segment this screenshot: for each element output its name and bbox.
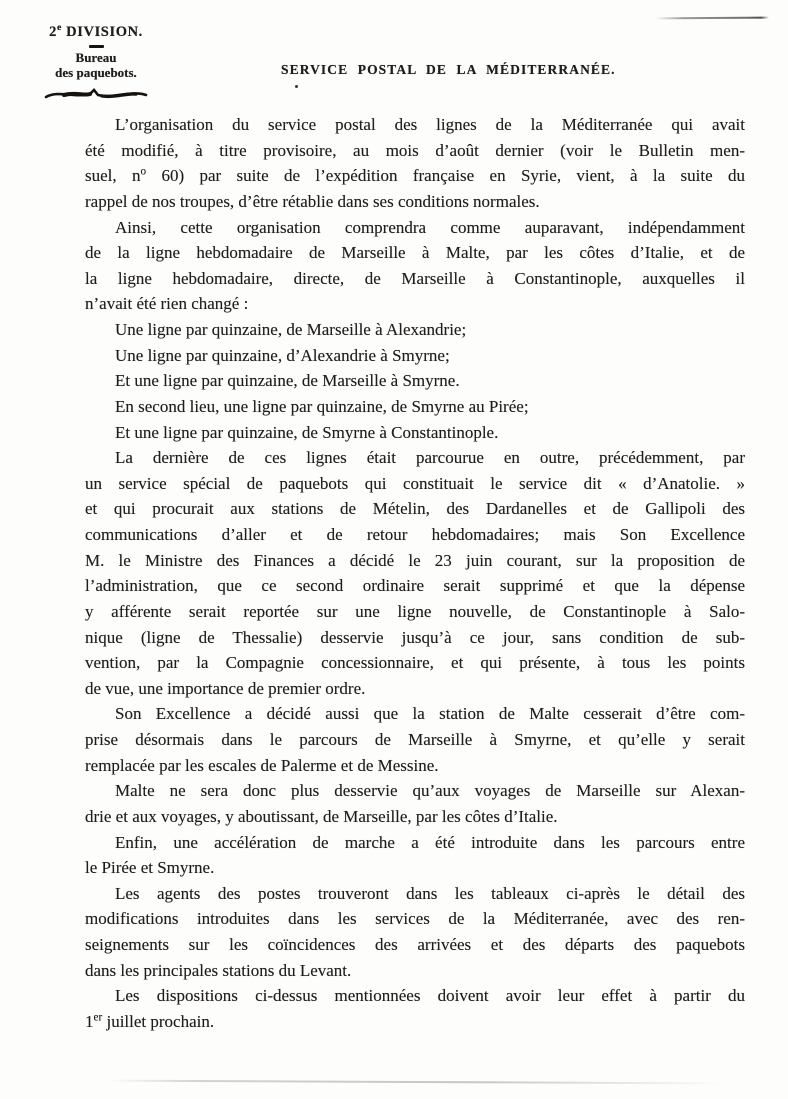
text-line: communications d’aller et de retour hebdomadaires; mais Son Excellence (85, 525, 745, 544)
text-line: Les agents des postes trouveront dans les tableaux ci-après le détail des (115, 883, 745, 903)
text-line: remplacée par les escales de Palerme et de Messine. (85, 755, 439, 775)
text-line: l’administration, que ce second ordinaire serait supprimé et que la dépense (85, 576, 745, 596)
paragraph (85, 830, 745, 881)
paragraph (85, 394, 745, 420)
decorative-flourish-icon (44, 86, 148, 104)
division-word: DIVISION. (61, 24, 143, 40)
paragraph (85, 701, 745, 778)
divider-dash (89, 45, 104, 48)
text-line: vention, par la Compagnie concessionnaire, et qui présente, à tous les points (85, 653, 745, 673)
paragraph (85, 317, 745, 343)
text-line: Une ligne par quinzaine, de Marseille à Alexandrie; (115, 320, 467, 339)
text-line: nique (ligne de Thessalie) desservie jusqu’à ce jour, sans condition de sub- (85, 627, 745, 647)
text-line: rappel de nos troupes, d’être rétablie dans ses conditions normales. (85, 191, 540, 211)
paragraph (85, 778, 745, 829)
text-line: été modifié, à titre provisoire, au mois d’août dernier (voir le Bulletin men- (85, 140, 745, 160)
division-label (40, 24, 152, 41)
paragraph (85, 445, 745, 701)
text-line: Son Excellence a décidé aussi que la station de Malte cesserait d’être com- (115, 704, 745, 724)
text-line: de vue, une importance de premier ordre. (85, 678, 366, 698)
text-line: prise désormais dans le parcours de Marseille à Smyrne, et qu’elle y serait (85, 730, 745, 749)
text-line: y afférente serait reportée sur une ligne nouvelle, de Constantinople à Salo- (85, 601, 745, 621)
page-title: SERVICE POSTAL DE LA MÉDITERRANÉE. (281, 62, 616, 77)
paragraph (85, 881, 745, 984)
text-line: Malte ne sera donc plus desservie qu’aux voyages de Marseille sur Alexan- (115, 781, 745, 801)
text-line: 1er juillet prochain. (85, 1011, 215, 1031)
paragraph (85, 343, 745, 369)
text-line: M. le Ministre des Finances a décidé le 23 juin courant, sur la proposition de (85, 550, 745, 570)
admin-header-block (40, 24, 152, 109)
paragraph (85, 215, 745, 318)
paragraph (85, 420, 745, 446)
ink-speck (295, 85, 298, 88)
text-line: n’avait été rien changé : (85, 294, 249, 314)
text-line: Enfin, une accélération de marche a été introduite dans les parcours entre (115, 832, 745, 852)
text-line: En second lieu, une ligne par quinzaine, de Smyrne au Pirée; (115, 396, 529, 416)
text-line: Ainsi, cette organisation comprendra comme auparavant, indépendamment (115, 217, 745, 237)
bureau-label-line2: des paquebots. (55, 64, 137, 80)
text-line: L’organisation du service postal des lignes de la Méditerranée qui avait (115, 115, 745, 134)
text-line: Et une ligne par quinzaine, de Marseille à Smyrne. (115, 371, 460, 391)
text-line: seignements sur les coïncidences des arrivées et des départs des paquebots (85, 935, 745, 954)
text-line: dans les principales stations du Levant. (85, 960, 352, 980)
division-ordinal-sup: e (56, 22, 62, 34)
text-line: modifications introduites dans les services de la Méditerranée, avec des ren- (85, 909, 745, 929)
paragraph (85, 368, 745, 394)
text-line: Une ligne par quinzaine, d’Alexandrie à Smyrne; (115, 345, 450, 365)
text-line: suel, $n^o$ 60) par suite de l’expédition française en Syrie, vient, à la suite du (85, 165, 745, 186)
scan-artifact-top-right (655, 17, 769, 20)
text-line: Les dispositions ci-dessus mentionnées doivent avoir leur effet à partir du (115, 986, 745, 1006)
text-line: drie et aux voyages, y aboutissant, de Marseille, par les côtes d’Italie. (85, 806, 558, 826)
paragraph (85, 112, 745, 215)
text-line: le Pirée et Smyrne. (85, 858, 215, 878)
text-line: et qui procurait aux stations de Mételin, des Dardanelles et de Gallipoli des (85, 499, 745, 519)
text-line: Et une ligne par quinzaine, de Smyrne à Constantinople. (115, 422, 499, 442)
text-line: La dernière de ces lignes était parcourue en outre, précédemment, par (115, 448, 745, 468)
body-text (85, 112, 745, 1035)
bureau-label-line1: Bureau (75, 50, 117, 65)
division-number: 2 (49, 24, 57, 40)
text-line: un service spécial de paquebots qui constituait le service dit « d’Anatolie. » (85, 473, 745, 493)
scan-artifact-bottom (105, 1080, 725, 1085)
paragraph (85, 983, 745, 1034)
text-line: de la ligne hebdomadaire de Marseille à Malte, par les côtes d’Italie, et de (85, 243, 745, 263)
text-line: la ligne hebdomadaire, directe, de Marseille à Constantinople, auxquelles il (85, 268, 745, 288)
